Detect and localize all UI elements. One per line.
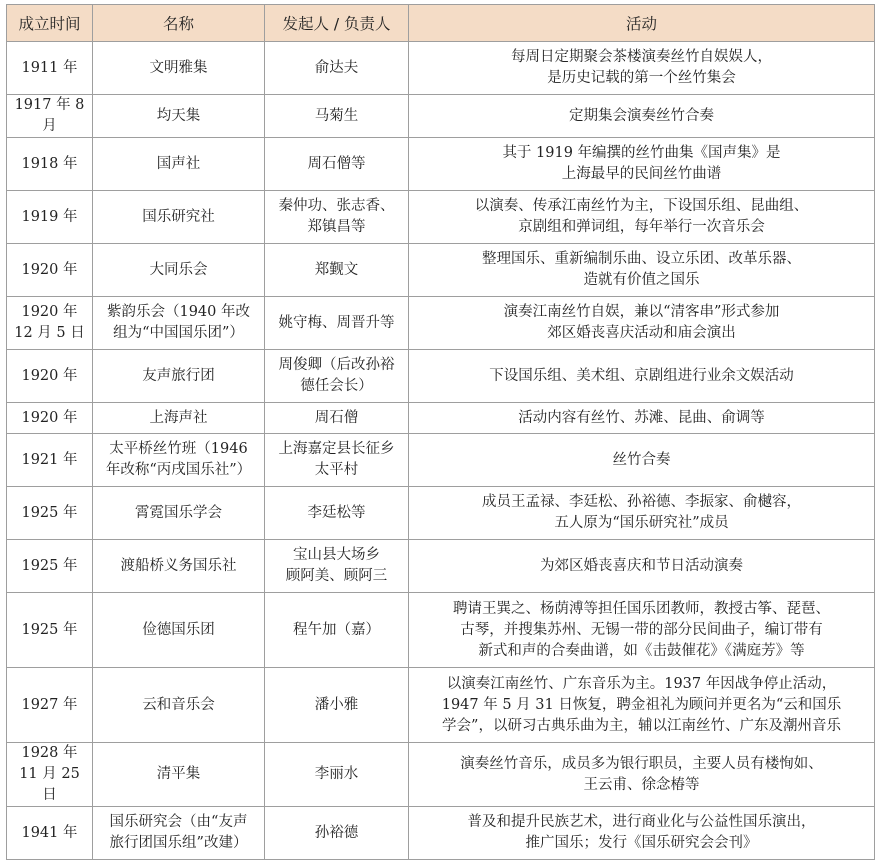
cell-time: 1920 年 (7, 350, 93, 403)
cell-activity: 以演奏、传承江南丝竹为主，下设国乐组、昆曲组、 京剧组和弹词组，每年举行一次音乐会 (409, 191, 875, 244)
cell-founder: 程午加（嘉） (265, 593, 409, 668)
cell-time: 1927 年 (7, 668, 93, 743)
table-row (7, 807, 875, 860)
cell-name: 国乐研究社 (93, 191, 265, 244)
cell-time: 1918 年 (7, 138, 93, 191)
cell-name: 文明雅集 (93, 42, 265, 95)
table-row (7, 297, 875, 350)
table-row (7, 668, 875, 743)
table-row (7, 42, 875, 95)
cell-name: 太平桥丝竹班（1946 年改称“丙戌国乐社”） (93, 434, 265, 487)
header-activity: 活动 (409, 5, 875, 42)
table-row (7, 487, 875, 540)
cell-name: 渡船桥义务国乐社 (93, 540, 265, 593)
cell-time: 1920 年 (7, 403, 93, 434)
cell-name: 俭德国乐团 (93, 593, 265, 668)
cell-time: 1925 年 (7, 487, 93, 540)
cell-name: 上海声社 (93, 403, 265, 434)
cell-founder: 李丽水 (265, 743, 409, 807)
cell-founder: 郑觐文 (265, 244, 409, 297)
cell-name: 友声旅行团 (93, 350, 265, 403)
cell-activity: 演奏丝竹音乐，成员多为银行职员，主要人员有楼恂如、 王云甫、徐念椿等 (409, 743, 875, 807)
cell-activity: 下设国乐组、美术组、京剧组进行业余文娱活动 (409, 350, 875, 403)
cell-time: 1925 年 (7, 540, 93, 593)
table-row (7, 743, 875, 807)
table-row (7, 244, 875, 297)
table-row (7, 403, 875, 434)
header-founder: 发起人 / 负责人 (265, 5, 409, 42)
cell-activity: 聘请王巽之、杨荫溥等担任国乐团教师，教授古筝、琵琶、 古琴，并搜集苏州、无锡一带的部分民间曲子，编订带有 新式和声的合奏曲谱，如《击鼓催花》《满庭芳》等 (409, 593, 875, 668)
cell-founder: 周石僧等 (265, 138, 409, 191)
cell-founder: 马菊生 (265, 95, 409, 138)
cell-name: 均天集 (93, 95, 265, 138)
header-name: 名称 (93, 5, 265, 42)
table-row (7, 191, 875, 244)
cell-activity: 成员王孟禄、李廷松、孙裕德、李振家、俞樾容， 五人原为“国乐研究社”成员 (409, 487, 875, 540)
cell-time: 1928 年 11 月 25 日 (7, 743, 93, 807)
music-societies-table (6, 4, 875, 860)
table-row (7, 138, 875, 191)
table-row (7, 95, 875, 138)
cell-activity: 整理国乐、重新编制乐曲、设立乐团、改革乐器、 造就有价值之国乐 (409, 244, 875, 297)
cell-founder: 秦仲功、张志香、 郑镇昌等 (265, 191, 409, 244)
cell-time: 1920 年 12 月 5 日 (7, 297, 93, 350)
cell-name: 国声社 (93, 138, 265, 191)
cell-founder: 周俊卿（后改孙裕 德任会长） (265, 350, 409, 403)
cell-activity: 普及和提升民族艺术，进行商业化与公益性国乐演出， 推广国乐；发行《国乐研究会会刊》 (409, 807, 875, 860)
cell-name: 国乐研究会（由“友声 旅行团国乐组”改建） (93, 807, 265, 860)
header-founding-time: 成立时间 (7, 5, 93, 42)
cell-founder: 上海嘉定县长征乡 太平村 (265, 434, 409, 487)
header-row (7, 5, 875, 42)
cell-name: 云和音乐会 (93, 668, 265, 743)
cell-activity: 以演奏江南丝竹、广东音乐为主。1937 年因战争停止活动， 1947 年 5 月 31 日恢复，聘金祖礼为顾问并更名为“云和国乐 学会”，以研习古典乐曲为主，辅以江南丝竹、广东及潮州音乐 (409, 668, 875, 743)
table-row (7, 350, 875, 403)
cell-activity: 为郊区婚丧喜庆和节日活动演奏 (409, 540, 875, 593)
cell-name: 清平集 (93, 743, 265, 807)
table-row (7, 540, 875, 593)
table-row (7, 434, 875, 487)
cell-time: 1925 年 (7, 593, 93, 668)
cell-activity: 每周日定期聚会茶楼演奏丝竹自娱娱人， 是历史记载的第一个丝竹集会 (409, 42, 875, 95)
cell-activity: 其于 1919 年编撰的丝竹曲集《国声集》是 上海最早的民间丝竹曲谱 (409, 138, 875, 191)
cell-name: 紫韵乐会（1940 年改 组为“中国国乐团”） (93, 297, 265, 350)
cell-founder: 姚守梅、周晋升等 (265, 297, 409, 350)
cell-time: 1911 年 (7, 42, 93, 95)
table-row (7, 593, 875, 668)
cell-time: 1920 年 (7, 244, 93, 297)
cell-time: 1921 年 (7, 434, 93, 487)
cell-founder: 周石僧 (265, 403, 409, 434)
cell-time: 1919 年 (7, 191, 93, 244)
cell-activity: 活动内容有丝竹、苏滩、昆曲、俞调等 (409, 403, 875, 434)
cell-founder: 俞达夫 (265, 42, 409, 95)
cell-name: 大同乐会 (93, 244, 265, 297)
cell-activity: 定期集会演奏丝竹合奏 (409, 95, 875, 138)
cell-time: 1917 年 8 月 (7, 95, 93, 138)
cell-name: 霄霓国乐学会 (93, 487, 265, 540)
cell-time: 1941 年 (7, 807, 93, 860)
cell-founder: 宝山县大场乡 顾阿美、顾阿三 (265, 540, 409, 593)
cell-founder: 李廷松等 (265, 487, 409, 540)
cell-activity: 演奏江南丝竹自娱，兼以“清客串”形式参加 郊区婚丧喜庆活动和庙会演出 (409, 297, 875, 350)
cell-founder: 潘小雅 (265, 668, 409, 743)
cell-founder: 孙裕德 (265, 807, 409, 860)
cell-activity: 丝竹合奏 (409, 434, 875, 487)
